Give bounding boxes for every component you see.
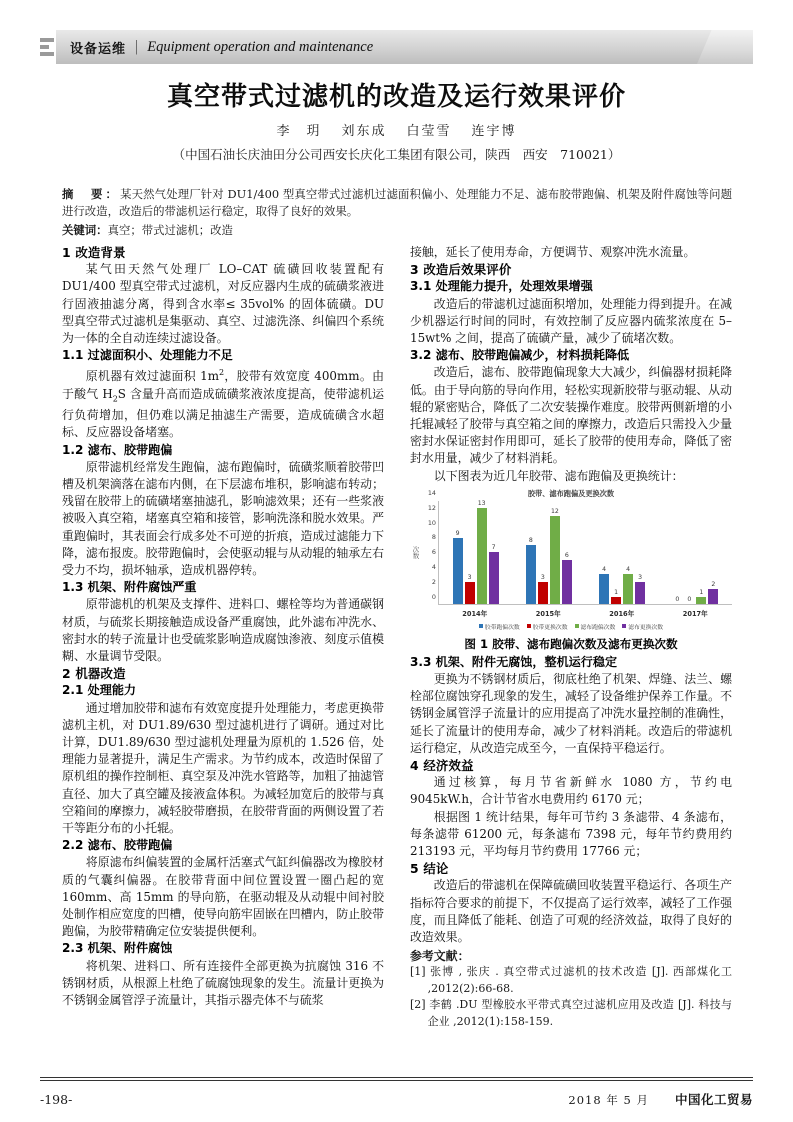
legend-swatch-icon [622,624,626,628]
bar-value-label: 9 [455,529,460,537]
subscript-2: 2 [112,393,118,403]
x-tick-label: 2017年 [682,609,708,618]
bar-value-label: 1 [699,588,704,596]
para-continuation: 接触，延长了使用寿命，方便调节、观察冲洗水流量。 [410,245,696,259]
bar-fill [599,574,609,603]
bar [465,501,475,604]
legend-label: 滤布更换次数 [628,624,664,631]
bar-value-label: 13 [477,500,486,508]
x-axis-ticks [438,605,732,618]
footer-rule-bottom [40,1080,753,1081]
bar-fill [708,589,718,604]
issue-date: 2018 年 5 月 [568,1093,649,1107]
keywords-text: 真空；带式过滤机；改造 [107,223,233,238]
running-head-cn: 设备运维 [70,41,127,57]
reference-item: [1] 张博 , 张庆 . 真空带式过滤机的技术改造 [J]. 西部煤化工 ,2012(2):66-68. [410,965,732,995]
bar [550,501,560,604]
legend-label: 胶带跑偏次数 [484,624,520,631]
bar [708,501,718,604]
figure-1 [410,489,732,652]
bar-value-label: 1 [614,588,619,596]
y-tick-label: 12 [427,503,436,512]
page-number: -198- [40,1092,73,1107]
abstract-label: 摘 要： [62,187,121,201]
bar [477,501,487,604]
y-tick-label: 14 [427,488,436,497]
bar-value-label: 3 [540,573,545,581]
bar-value-label: 4 [626,566,631,574]
running-head [40,30,753,64]
footer-rule-top [40,1077,753,1078]
para-1-2-1: 原带滤机经常发生跑偏，滤布跑偏时，硫磺浆顺着胶带凹槽及机架滴落在滤布内侧，在下层滤布堆积，影响滤布转动；残留在胶带上的硫磺堵塞抽滤孔，影响滤效果；还有一些浆液被吸入真空箱，堵塞真空箱和接管，影响洗涤和脱水效果。严重跑偏时，其表面会行成多处不可逆的折痕，造成过滤能力下降，滤布报废。胶带跑偏时，会使驱动辊与从动辊的轴承左右受力不均，损坏轴承，造成机器停转。 [62,459,384,577]
chart-legend [410,622,732,631]
legend-swatch-icon [479,624,483,628]
para-3-2-1: 改造后，滤布、胶带跑偏现象大大减少，纠偏器材损耗降低。由于导向筋的导向作用，轻松实现新胶带与驱动辊、从动辊的紧密贴合，降低了二次安装操作难度。胶带两侧新增的小托辊减轻了胶带与真空箱之间的摩擦力，改造后只需投入少量密封水保证密封作用即可，延长了胶带的使用寿命，降低了密封水用量，减少了材料消耗。 [410,365,732,466]
bar-value-label: 12 [550,507,559,515]
para-3-2-2: 以下图表为近几年胶带、滤布跑偏及更换统计： [433,468,684,483]
para-3-3-1: 更换为不锈钢材质后，彻底杜绝了机架、焊缝、法兰、螺栓部位腐蚀穿孔现象的发生，减轻了设备维护保养工作量。不锈钢金属管浮子流量计的应用提高了冲洗水量控制的准确性，延长了流量计的使用寿命，减少了材料消耗。改造后的带滤机运行稳定，从改造完成至今，一直保持平稳运行。 [410,672,732,755]
para-3-1-1: 改造后的带滤机过滤面积增加，处理能力得到提升。在减少机器运行时间的同时，有效控制了反应器内硫浆浓度在 5–15wt% 之间，提高了硫磺产量，减少了硫堵次数。 [410,296,732,346]
bar-value-label: 0 [687,595,692,603]
running-head-separator: | [135,38,139,55]
x-tick-label: 2015年 [535,609,561,618]
bar [453,501,463,604]
heading-4-economics: 4 经济效益 [410,758,474,774]
heading-1-2: 1.2 滤布、胶带跑偏 [62,442,173,457]
para-1-3-1: 原带滤机的机架及支撑件、进料口、螺栓等均为普通碳钢材质，与硫浆长期接触造成设备严重腐蚀，此外滤布冲洗水、密封水的转子流量计也受硫浆影响造成腐蚀渗液、刻度示值模糊、水量调节受限。 [62,597,384,664]
legend-item [575,622,616,631]
right-column [410,244,732,1030]
keywords-label: 关键词： [62,223,108,238]
bar [599,501,609,604]
bar-value-label: 0 [675,595,680,603]
y-tick-label: 4 [431,563,436,572]
superscript-2: 2 [218,368,225,378]
legend-label: 滤布跑偏次数 [580,624,616,631]
legend-swatch-icon [575,624,579,628]
running-head-band [56,30,753,64]
running-head-en: Equipment operation and maintenance [147,38,374,55]
y-tick-label: 8 [431,533,436,542]
bar [562,501,572,604]
x-tick-label: 2014年 [462,609,488,618]
bar-fill [635,582,645,604]
para-frag-a: 原机器有效过滤面积 1m [85,369,219,384]
heading-2-1: 2.1 处理能力 [62,683,137,698]
two-column-body [62,244,732,1030]
bar-group [586,501,659,604]
references-heading: 参考文献： [410,949,470,964]
heading-5-conclusion: 5 结论 [410,861,449,877]
para-frag-c: S 含量升高而造成硫磺浆液浓度提高，使带滤机运行负荷增加，但仍难以满足抽滤生产需要，造成硫磺含水超标、反应器设备堵塞。 [62,386,384,440]
heading-2-2: 2.2 滤布、胶带跑偏 [62,838,173,853]
heading-1-background: 1 改造背景 [62,245,126,260]
legend-item [479,622,520,631]
y-tick-label: 0 [431,592,436,601]
bar-fill [489,552,499,604]
bar-value-label: 3 [638,573,643,581]
chart-title: 胶带、滤布跑偏及更换次数 [527,488,615,498]
legend-item [622,622,663,631]
author-4: 连宇博 [471,124,517,139]
bar [684,501,694,604]
para-4-2: 根据图 1 统计结果，每年可节约 3 条滤带、4 条滤布，每条滤带 61200 元，每条滤布 7398 元，每年节约费用约 213193 元，平均每月节约费用 17766 元； [410,809,732,859]
bar-value-label: 8 [528,537,533,544]
left-column [62,244,384,1030]
bar-value-label: 7 [491,544,496,552]
keywords-paragraph [62,222,732,239]
reference-item: [2] 李鹤 .DU 型橡胶水平带式真空过滤机应用及改造 [J]. 科技与企业 ,2012(1):158-159. [410,998,732,1028]
bar [623,501,633,604]
page-footer [40,1090,753,1108]
decorative-bars-icon [40,30,56,64]
bar-fill [611,597,621,604]
bar-group [439,501,512,604]
journal-name: 中国化工贸易 [674,1092,753,1107]
y-axis-title [410,501,422,605]
para-5-1: 改造后的带滤机在保障硫磺回收装置平稳运行、各项生产指标符合要求的前提下，不仅提高了运行效率，减轻了工作强度，而且降低了能耗、创造了可观的经济效益，取得了良好的改造效果。 [410,878,732,945]
bar-value-label: 4 [602,566,607,574]
y-tick-label: 6 [431,548,436,557]
bar [538,501,548,604]
heading-1-3: 1.3 机架、附件腐蚀严重 [62,580,197,595]
para-1-1-1 [62,364,384,441]
x-tick-label: 2016年 [609,609,635,618]
author-3: 白莹雪 [406,124,452,139]
bar-fill [477,508,487,604]
bar [635,501,645,604]
page-title: 真空带式过滤机的改造及运行效果评价 [166,82,626,112]
legend-label: 胶带更换次数 [532,624,568,631]
abstract-block [62,186,732,239]
heading-2-3: 2.3 机架、附件腐蚀 [62,941,173,956]
chart-bars [438,501,732,605]
bar-group [659,501,732,604]
para-frag-b: ，胶带有效宽度 400mm。由于酸气 H [62,369,384,401]
bar-group [512,501,585,604]
para-2-2-1: 将原滤布纠偏装置的金属杆活塞式气缸纠偏器改为橡胶材质的气囊纠偏器。在胶带背面中间位置设置一圈凸起的宽 160mm、高 15mm 的导向筋，在驱动辊及从动辊中间衬胶处制作相应宽度的凹槽，使导向筋牢固嵌在凹槽内，防止胶带跑偏，为胶带精确定位安装提供便利。 [62,855,384,939]
author-list [0,120,793,139]
heading-3-1: 3.1 处理能力提升，处理效果增强 [410,279,593,294]
heading-3-3: 3.3 机架、附件无腐蚀，整机运行稳定 [410,654,618,669]
bar [611,501,621,604]
bar-fill [623,574,633,603]
legend-item [527,622,568,631]
author-1: 李 玥 [276,124,322,139]
heading-1-1: 1.1 过滤面积小、处理能力不足 [62,348,233,363]
chart-bar-groups [439,501,732,604]
legend-swatch-icon [527,624,531,628]
bar-fill [562,560,572,604]
bar-fill [696,597,706,604]
bar [696,501,706,604]
bar-fill [550,516,560,604]
bar-fill [526,545,536,604]
bar-fill [453,538,463,604]
heading-3-2: 3.2 滤布、胶带跑偏减少，材料损耗降低 [410,348,630,363]
para-1-1: 某气田天然气处理厂 LO–CAT 硫磺回收装置配有 DU1/400 型真空带式过滤机，对反应器内生成的硫磺浆液进行固液抽滤分离，得到含水率≤ 35vol% 的固体硫磺。DU 型真空带式过滤机是集驱动、真空、过滤洗涤、纠偏四个系统为一体的全自动连续过滤设备。 [62,262,384,346]
heading-2-retrofit: 2 机器改造 [62,666,126,682]
bar [489,501,499,604]
y-axis-ticks [422,488,438,605]
affiliation: （中国石油长庆油田分公司西安长庆化工集团有限公司，陕西 西安 710021） [172,147,621,162]
bar-value-label: 2 [711,581,716,589]
bar-value-label: 6 [564,551,569,559]
footer-right [568,1090,753,1108]
figure-caption: 图 1 胶带、滤布跑偏次数及滤布更换次数 [464,636,678,651]
y-axis-title-text: 次数 [411,546,420,560]
bar-value-label: 3 [467,573,472,581]
abstract-text: 某天然气处理厂针对 DU1/400 型真空带式过滤机过滤面积偏小、处理能力不足、滤布胶带跑偏、机架及附件腐蚀等问题进行改造，改造后的带滤机运行稳定，取得了良好的效果。 [62,187,732,218]
para-2-3-1: 将机架、进料口、所有连接件全部更换为抗腐蚀 316 不锈钢材质，从根源上杜绝了硫腐蚀现象的发生。流量计更换为不锈钢金属管浮子流量计，其指示器壳体不与硫浆 [62,958,384,1008]
y-tick-label: 10 [427,518,436,527]
para-2-1-1: 通过增加胶带和滤布有效宽度提升处理能力，考虑更换带滤机主机，对 DU1.89/630 型过滤机进行了调研。通过对比计算，DU1.89/630 型过滤机处理量为原机的 1.526 倍，处理能力显著提升，满足生产需求。为节约成本，改造时保留了原机组的操作控制柜、真空泵及冲洗水管路等，加粗了抽滤管直径、加大了真空罐及接液盒体积。为减轻加宽后的胶带与真空箱间的摩擦力，减轻胶带磨损，在胶带背面的两侧设置了若干等距分布的小托辊。 [62,700,384,836]
bar [672,501,682,604]
author-2: 刘东成 [341,124,387,139]
heading-3-evaluation: 3 改造后效果评价 [410,262,512,278]
bar-fill [538,582,548,604]
bar [526,501,536,604]
y-tick-label: 2 [431,578,436,586]
para-4-1: 通过核算，每月节省新鲜水 1080 方，节约电 9045kW.h，合计节省水电费用约 6170 元； [410,775,732,807]
abstract-paragraph [62,186,732,219]
bar-fill [465,582,475,604]
